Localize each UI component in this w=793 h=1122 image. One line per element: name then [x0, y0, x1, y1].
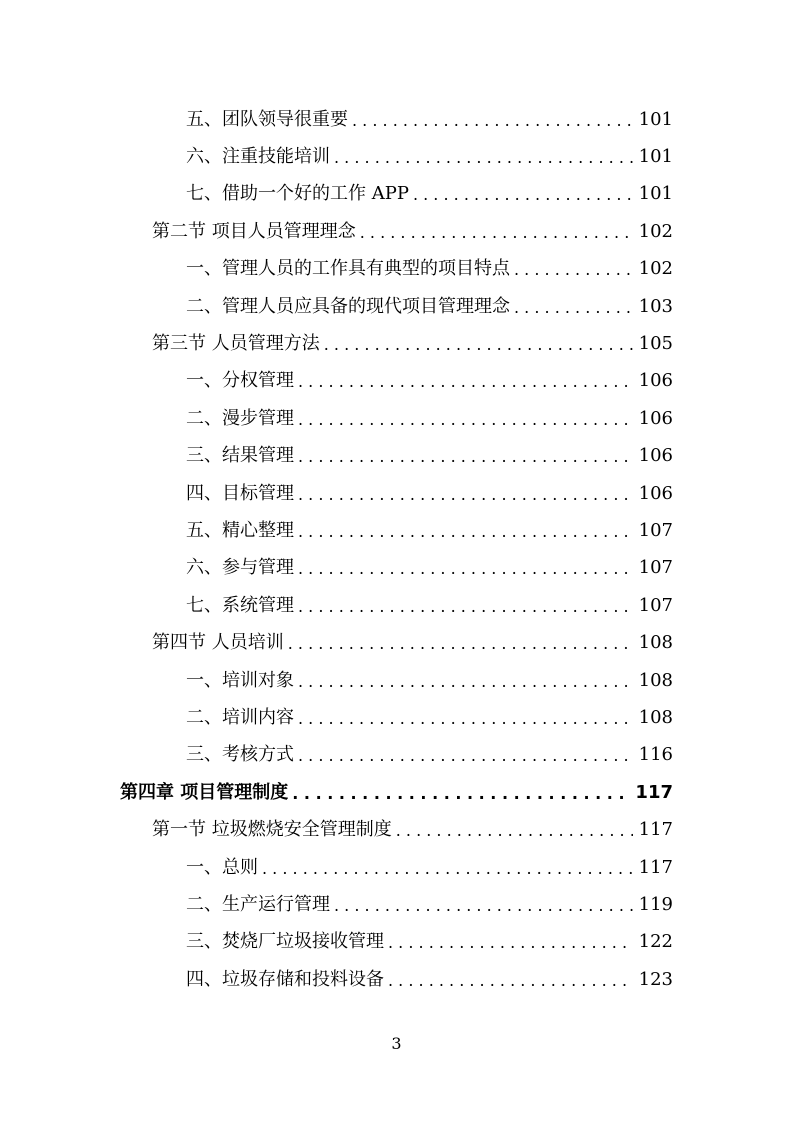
dot-leader — [298, 412, 633, 428]
toc-entry-title: 三、考核方式 — [186, 744, 294, 766]
toc-entry-page: 108 — [638, 632, 673, 654]
toc-entry-title: 四、目标管理 — [186, 482, 294, 504]
toc-entry-page: 119 — [638, 893, 673, 915]
toc-entry-page: 108 — [638, 706, 673, 728]
toc-entry-title: 二、漫步管理 — [186, 407, 294, 429]
toc-entry-page: 107 — [638, 594, 673, 616]
toc-entry-page: 123 — [638, 968, 673, 990]
toc-entry-title: 第二节 项目人员管理理念 — [152, 220, 356, 242]
toc-entry-section[interactable] — [152, 213, 673, 250]
toc-entry-item[interactable] — [186, 475, 673, 512]
toc-entry-page: 101 — [638, 183, 673, 205]
toc-entry-page: 102 — [638, 258, 673, 280]
dot-leader — [360, 225, 633, 241]
toc-entry-page: 117 — [635, 781, 673, 803]
toc-entry-title: 一、总则 — [186, 856, 258, 878]
toc-entry-title: 五、精心整理 — [186, 519, 294, 541]
dot-leader — [298, 374, 633, 390]
toc-entry-section[interactable] — [152, 812, 673, 849]
dot-leader — [388, 973, 633, 989]
dot-leader — [262, 861, 633, 877]
toc-entry-page: 101 — [638, 145, 673, 167]
dot-leader — [396, 823, 633, 839]
toc-entry-title: 一、管理人员的工作具有典型的项目特点 — [186, 258, 510, 280]
toc-entry-page: 106 — [638, 407, 673, 429]
toc-entry-title: 二、培训内容 — [186, 706, 294, 728]
toc-entry-title: 第四章 项目管理制度 — [120, 781, 289, 803]
dot-leader — [413, 187, 633, 203]
toc-entry-item[interactable] — [186, 251, 673, 288]
toc-entry-title: 二、生产运行管理 — [186, 893, 330, 915]
toc-entry-page: 117 — [638, 819, 673, 841]
dot-leader — [298, 674, 633, 690]
toc-entry-item[interactable] — [186, 587, 673, 624]
toc-entry-section[interactable] — [152, 625, 673, 662]
toc-entry-page: 102 — [638, 220, 673, 242]
toc-entry-item[interactable] — [186, 924, 673, 961]
dot-leader — [298, 599, 633, 615]
toc-entry-item[interactable] — [186, 512, 673, 549]
dot-leader — [298, 449, 633, 465]
dot-leader — [292, 786, 629, 802]
toc-entry-page: 108 — [638, 669, 673, 691]
toc-entry-item[interactable] — [186, 176, 673, 213]
toc-entry-title: 第四节 人员培训 — [152, 632, 284, 654]
dot-leader — [514, 300, 633, 316]
toc-entry-item[interactable] — [186, 849, 673, 886]
toc-entry-title: 三、结果管理 — [186, 445, 294, 467]
toc-entry-item[interactable] — [186, 101, 673, 138]
toc-entry-title: 六、注重技能培训 — [186, 145, 330, 167]
dot-leader — [334, 150, 633, 166]
dot-leader — [298, 487, 633, 503]
toc-entry-page: 117 — [638, 856, 673, 878]
page-number: 3 — [391, 1034, 402, 1053]
toc-entry-title: 二、管理人员应具备的现代项目管理理念 — [186, 295, 510, 317]
toc-entry-item[interactable] — [186, 138, 673, 175]
toc-entry-page: 105 — [638, 332, 673, 354]
toc-entry-page: 101 — [638, 108, 673, 130]
toc-entry-page: 106 — [638, 482, 673, 504]
toc-entry-item[interactable] — [186, 288, 673, 325]
dot-leader — [388, 935, 633, 951]
toc-entry-item[interactable] — [186, 662, 673, 699]
dot-leader — [324, 337, 633, 353]
toc-entry-title: 第一节 垃圾燃烧安全管理制度 — [152, 819, 392, 841]
toc-entry-item[interactable] — [186, 550, 673, 587]
toc-entry-page: 103 — [638, 295, 673, 317]
dot-leader — [298, 711, 633, 727]
toc-entry-item[interactable] — [186, 961, 673, 998]
toc-entry-title: 一、培训对象 — [186, 669, 294, 691]
dot-leader — [288, 636, 633, 652]
toc-entry-page: 107 — [638, 519, 673, 541]
toc-entry-item[interactable] — [186, 737, 673, 774]
toc-entry-chapter[interactable] — [120, 774, 673, 811]
toc-entry-title: 一、分权管理 — [186, 370, 294, 392]
toc-entry-item[interactable] — [186, 363, 673, 400]
dot-leader — [352, 113, 633, 129]
toc-entry-page: 106 — [638, 445, 673, 467]
dot-leader — [334, 898, 633, 914]
toc-entry-title: 五、团队领导很重要 — [186, 108, 348, 130]
dot-leader — [298, 748, 633, 764]
dot-leader — [298, 524, 633, 540]
toc-entry-page: 116 — [638, 744, 673, 766]
toc-entry-title: 七、系统管理 — [186, 594, 294, 616]
toc-entry-page: 106 — [638, 370, 673, 392]
toc-entry-item[interactable] — [186, 400, 673, 437]
toc-entry-title: 七、借助一个好的工作 APP — [186, 183, 409, 205]
dot-leader — [514, 262, 633, 278]
toc-entry-item[interactable] — [186, 886, 673, 923]
toc-entry-section[interactable] — [152, 325, 673, 362]
toc-entry-item[interactable] — [186, 438, 673, 475]
toc-entry-item[interactable] — [186, 699, 673, 736]
toc-entry-page: 107 — [638, 557, 673, 579]
toc-entry-page: 122 — [638, 931, 673, 953]
toc-entry-title: 四、垃圾存储和投料设备 — [186, 968, 384, 990]
toc-entry-title: 三、焚烧厂垃圾接收管理 — [186, 931, 384, 953]
dot-leader — [298, 561, 633, 577]
toc-entry-title: 第三节 人员管理方法 — [152, 332, 320, 354]
toc-entry-title: 六、参与管理 — [186, 557, 294, 579]
